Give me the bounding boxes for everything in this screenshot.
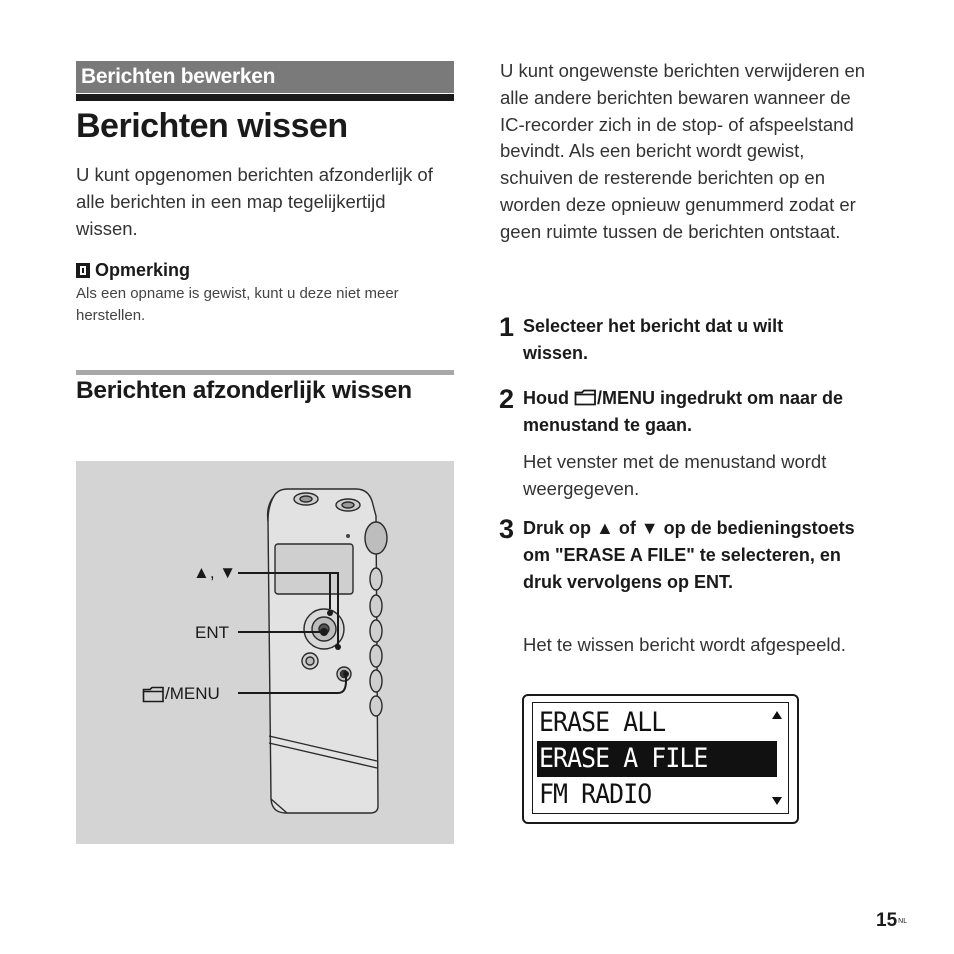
step-number-1: 1 bbox=[499, 312, 515, 342]
label-ent: ENT bbox=[195, 623, 229, 642]
page-title: Berichten wissen bbox=[76, 107, 348, 145]
label-up-down: ▲, ▼ bbox=[193, 563, 237, 582]
led-indicator bbox=[346, 534, 350, 538]
note-heading-label: Opmerking bbox=[95, 260, 191, 280]
page-number bbox=[876, 910, 907, 932]
label-menu bbox=[142, 684, 220, 704]
lcd-display bbox=[522, 694, 799, 824]
lcd-line-erase-all: ERASE ALL bbox=[539, 707, 666, 738]
step-number-2: 2 bbox=[499, 384, 515, 414]
note-text: Als een opname is gewist, kunt u deze niet meer herstellen. bbox=[76, 285, 399, 324]
subsection-title: Berichten afzonderlijk wissen bbox=[76, 377, 412, 404]
step-text-3: Druk op ▲ of ▼ op de bedieningstoets om "ERASE A FILE" te selecteren, en druk vervolgens op ENT. bbox=[523, 518, 855, 592]
section-rule bbox=[76, 94, 454, 101]
page-number-value: 15 bbox=[876, 910, 898, 931]
lcd-screen bbox=[532, 702, 789, 814]
step-desc-2: Het venster met de menustand wordt weergegeven. bbox=[523, 451, 827, 499]
step-text-2-pre: Houd bbox=[523, 388, 574, 408]
step-text-1: Selecteer het bericht dat u wilt wissen. bbox=[523, 316, 784, 363]
step-desc-3: Het te wissen bericht wordt afgespeeld. bbox=[523, 634, 846, 655]
device-illustration bbox=[76, 461, 454, 844]
folder-icon bbox=[142, 686, 165, 703]
lcd-line-fm-radio: FM RADIO bbox=[539, 779, 652, 810]
lcd-line-erase-a-file: ERASE A FILE bbox=[539, 743, 708, 774]
note-icon bbox=[76, 263, 90, 278]
folder-icon bbox=[574, 389, 597, 406]
section-header: Berichten bewerken bbox=[76, 61, 454, 93]
scroll-down-icon bbox=[772, 797, 782, 805]
label-menu-text: /MENU bbox=[165, 684, 220, 703]
page-language: NL bbox=[898, 918, 908, 925]
scroll-up-icon bbox=[772, 711, 782, 719]
step-text-2-post: /MENU ingedrukt om naar de menustand te gaan. bbox=[523, 388, 844, 435]
step-number-3: 3 bbox=[499, 514, 515, 544]
step-text-2 bbox=[523, 385, 873, 439]
right-intro-paragraph: U kunt ongewenste berichten verwijderen en alle andere berichten bewaren wanneer de IC-recorder zich in de stop- of afspeelstand bevindt. Als een bericht wordt gewist, schuiven de resterende berichten op en worden deze opnieuw genummerd zodat er geen ruimte tussen de berichten ontstaat. bbox=[500, 60, 866, 242]
intro-paragraph: U kunt opgenomen berichten afzonderlijk of alle berichten in een map tegelijkertijd wissen. bbox=[76, 164, 433, 239]
ic-recorder-drawing bbox=[76, 461, 454, 844]
note-heading bbox=[76, 258, 190, 282]
